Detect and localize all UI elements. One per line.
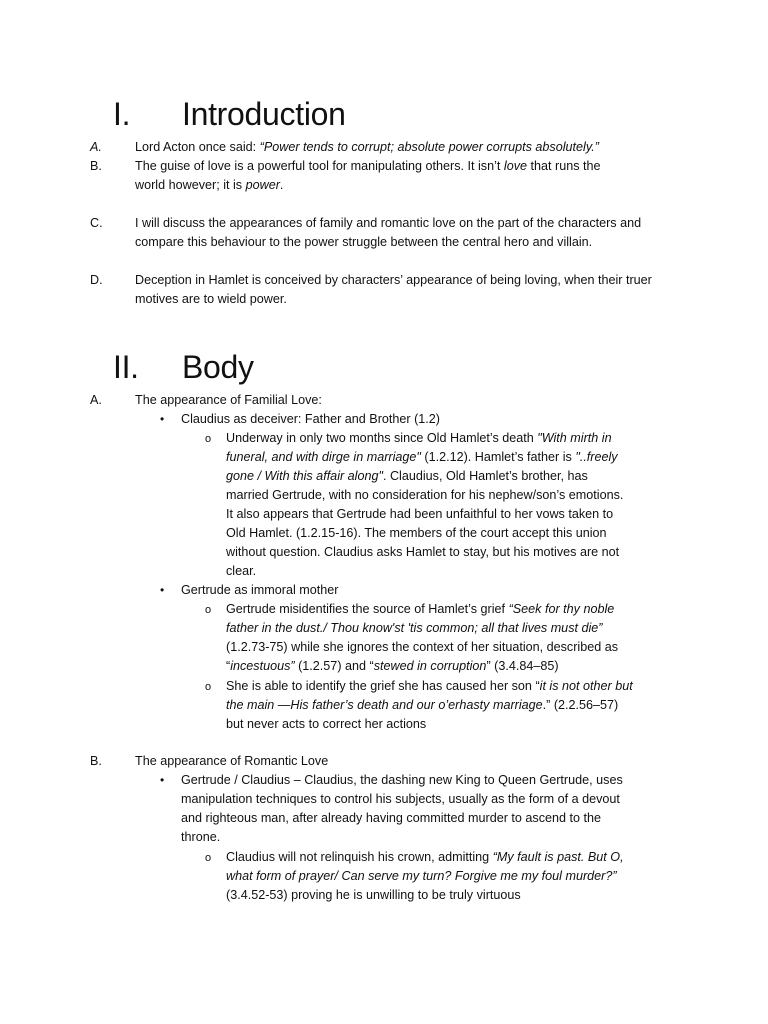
text-line: (1.2.73-75) while she ignores the context of her situation, described as (226, 640, 619, 654)
text-line: and righteous man, after already having committed murder to ascend to the (181, 811, 602, 825)
text-run: Underway in only two months since Old Hamlet’s death (226, 431, 538, 445)
sub-bullet-marker: o (205, 604, 212, 616)
item-text: The appearance of Romantic Love (135, 754, 329, 768)
text-run: ” (3.4.84–85) (486, 659, 559, 673)
sub-bullet-marker: o (205, 852, 212, 864)
text-run: “ (226, 659, 231, 673)
text-run: that runs the (527, 159, 601, 173)
item-text: The appearance of Familial Love: (135, 393, 322, 407)
text-line: but never acts to correct her actions (226, 717, 427, 731)
text-run: The guise of love is a powerful tool for manipulating others. It isn’t (135, 159, 504, 173)
item-text-line (135, 178, 283, 192)
text-run-italic: the main —His father’s death and our o’erhasty marriage (226, 698, 543, 712)
section-number: I. (113, 96, 131, 132)
text-line: Old Hamlet. (1.2.15-16). The members of the court accept this union (226, 526, 607, 540)
bullet-marker: • (160, 412, 165, 426)
text-run: (1.2.12). Hamlet’s father is (420, 450, 576, 464)
text-line: manipulation techniques to control his subjects, usually as the form of a devout (181, 792, 620, 806)
text-run-italic: funeral, and with dirge in marriage" (226, 450, 421, 464)
text-line: without question. Claudius asks Hamlet to stay, but his motives are not (226, 545, 620, 559)
item-text: I will discuss the appearances of family and romantic love on the part of the characters and compare this behaviour to the power struggle between the central hero and villain. (135, 216, 642, 249)
text-run: . Claudius, Old Hamlet’s brother, has (382, 469, 588, 483)
text-run-italic: love (503, 159, 528, 173)
text-line: clear. (226, 564, 257, 578)
item-label: C. (90, 216, 103, 230)
text-run-italic: "With mirth in (537, 431, 612, 445)
item-text: Lord Acton once said: (135, 140, 260, 154)
text-line: It also appears that Gertrude had been unfaithful to her vows taken to (226, 507, 614, 521)
text-run-italic: gone / With this affair along" (226, 469, 383, 483)
text-run-italic: power (245, 178, 280, 192)
item-label: A. (90, 393, 102, 407)
item-text: Deception in Hamlet is conceived by characters’ appearance of being loving, when their truer motives are to wield power. (135, 273, 652, 306)
text-run: Gertrude misidentifies the source of Hamlet’s grief (226, 602, 509, 616)
item-label: B. (90, 159, 102, 173)
text-line: married Gertrude, with no consideration for his nephew/son’s emotions. (226, 488, 624, 502)
bullet-marker: • (160, 773, 165, 787)
text-run: Claudius will not relinquish his crown, admitting (226, 850, 493, 864)
text-run: She is able to identify the grief she has caused her son “ (226, 679, 540, 693)
text-run: . (279, 178, 284, 192)
text-line: Gertrude / Claudius – Claudius, the dashing new King to Queen Gertrude, uses (181, 773, 623, 787)
item-text-line (135, 159, 601, 173)
text-run: (1.2.57) and “ (294, 659, 374, 673)
text-run-italic: "..freely (575, 450, 618, 464)
text-run-italic: father in the dust./ Thou know'st 'tis common; all that lives must die” (226, 621, 603, 635)
section-number: II. (113, 349, 139, 385)
acton-quote: “Power tends to corrupt; absolute power corrupts absolutely.” (259, 140, 599, 154)
sub-bullet-marker: o (205, 433, 212, 445)
text-run-italic: it is not other but (539, 679, 633, 693)
sub-bullet-marker: o (205, 681, 212, 693)
text-run-italic: “Seek for thy noble (508, 602, 615, 616)
section-title: Introduction (182, 96, 346, 132)
text-run: world however; it is (135, 178, 246, 192)
section-title: Body (182, 349, 254, 385)
text-run-italic: incestuous” (230, 659, 295, 673)
text-line: throne. (181, 830, 221, 844)
text-line: (3.4.52-53) proving he is unwilling to be truly virtuous (226, 888, 521, 902)
text-run-italic: what form of prayer/ Can serve my turn? Forgive me my foul murder?” (226, 869, 617, 883)
item-label: D. (90, 273, 103, 287)
text-run-italic: stewed in corruption (373, 659, 487, 673)
bullet-marker: • (160, 583, 165, 597)
item-label: B. (90, 754, 102, 768)
bullet-text: Claudius as deceiver: Father and Brother (1.2) (181, 412, 441, 426)
item-label: A. (90, 140, 102, 154)
text-run-italic: “My fault is past. But O, (492, 850, 624, 864)
text-run: .” (2.2.56–57) (542, 698, 619, 712)
bullet-text: Gertrude as immoral mother (181, 583, 339, 597)
